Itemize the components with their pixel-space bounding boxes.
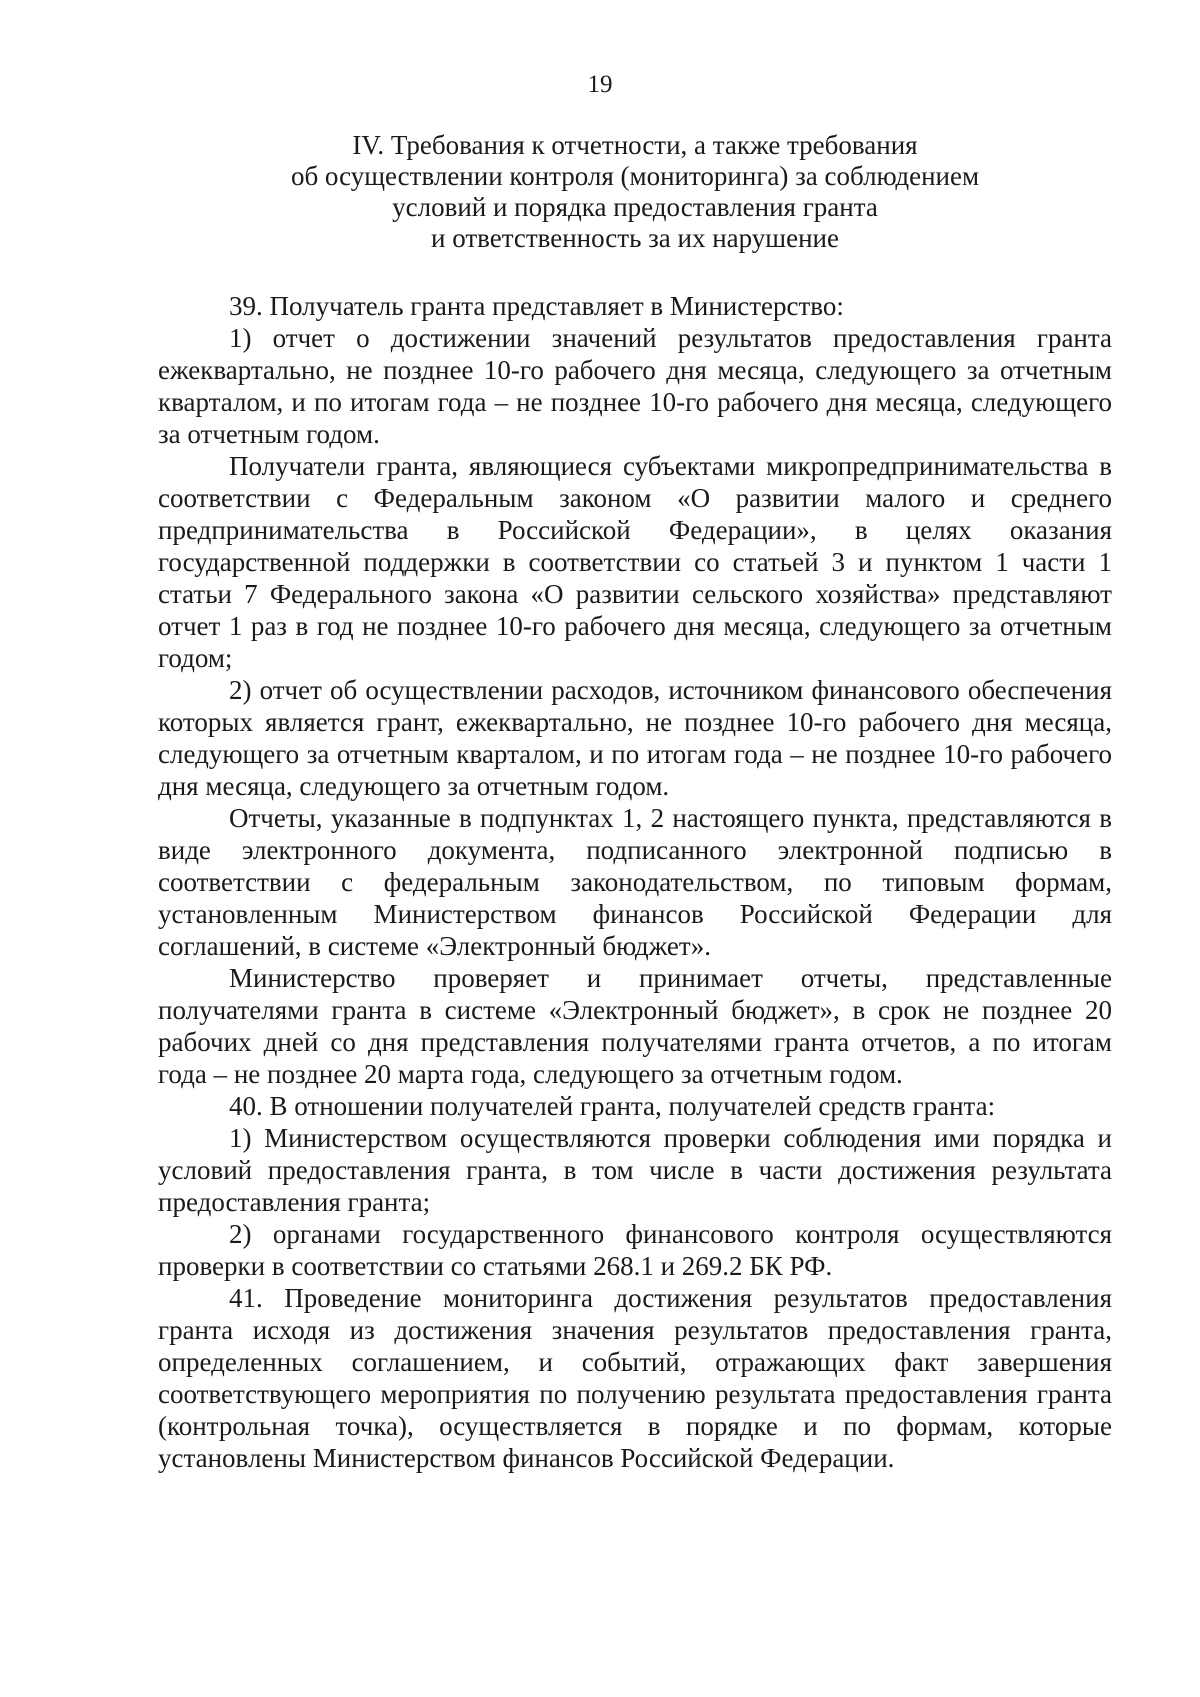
heading-line: IV. Требования к отчетности, а также требования	[352, 130, 918, 160]
paragraph-40-item-2: 2) органами государственного финансового контроля осуществляются проверки в соответствии со статьями 268.1 и 269.2 БК РФ.	[158, 1219, 1112, 1281]
heading-line: условий и порядка предоставления гранта	[392, 192, 878, 222]
paragraph-40-item-1: 1) Министерством осуществляются проверки соблюдения ими порядка и условий предоставления гранта, в том числе в части достижения результата предоставления гранта;	[158, 1123, 1112, 1217]
paragraph-39-ministry-check: Министерство проверяет и принимает отчеты, представленные получателями гранта в системе «Электронный бюджет», в срок не позднее 20 рабочих дней со дня представления получателями гранта отчетов, а по итогам года – не позднее 20 марта года, следующего за отчетным годом.	[158, 963, 1112, 1089]
paragraph-39-reports-format: Отчеты, указанные в подпунктах 1, 2 настоящего пункта, представляются в виде электронного документа, подписанного электронной подписью в соответствии с федеральным законодательством, по типовым формам, установленным Министерством финансов Российской Федерации для соглашений, в системе «Электронный бюджет».	[158, 803, 1112, 961]
paragraph-39-micro-entities: Получатели гранта, являющиеся субъектами микропредпринимательства в соответствии с Федеральным законом «О развитии малого и среднего предпринимательства в Российской Федерации», в целях оказания государственной поддержки в соответствии со статьей 3 и пунктом 1 части 1 статьи 7 Федерального закона «О развитии сельского хозяйства» представляют отчет 1 раз в год не позднее 10-го рабочего дня месяца, следующего за отчетным годом;	[158, 451, 1112, 673]
heading-line: и ответственность за их нарушение	[431, 223, 839, 253]
heading-line: об осуществлении контроля (мониторинга) за соблюдением	[290, 161, 980, 191]
paragraph-41: 41. Проведение мониторинга достижения результатов предоставления гранта исходя из достижения значения результатов предоставления гранта, определенных соглашением, и событий, отражающих факт завершения соответствующего мероприятия по получению результата предоставления гранта (контрольная точка), осуществляется в порядке и по формам, которые установлены Министерством финансов Российской Федерации.	[158, 1283, 1112, 1473]
paragraph-39-item-1: 1) отчет о достижении значений результатов предоставления гранта ежеквартально, не позднее 10-го рабочего дня месяца, следующего за отчетным кварталом, и по итогам года – не позднее 10-го рабочего дня месяца, следующего за отчетным годом.	[158, 323, 1112, 449]
paragraph-39-item-2: 2) отчет об осуществлении расходов, источником финансового обеспечения которых является грант, ежеквартально, не позднее 10-го рабочего дня месяца, следующего за отчетным кварталом, и по итогам года – не позднее 10-го рабочего дня месяца, следующего за отчетным годом.	[158, 675, 1112, 801]
paragraph-40-intro: 40. В отношении получателей гранта, получателей средств гранта:	[229, 1091, 996, 1121]
section-heading	[150, 130, 1120, 254]
page-number: 19	[587, 71, 613, 98]
document-body	[158, 290, 1112, 1474]
paragraph-39-intro: 39. Получатель гранта представляет в Министерство:	[229, 291, 844, 321]
